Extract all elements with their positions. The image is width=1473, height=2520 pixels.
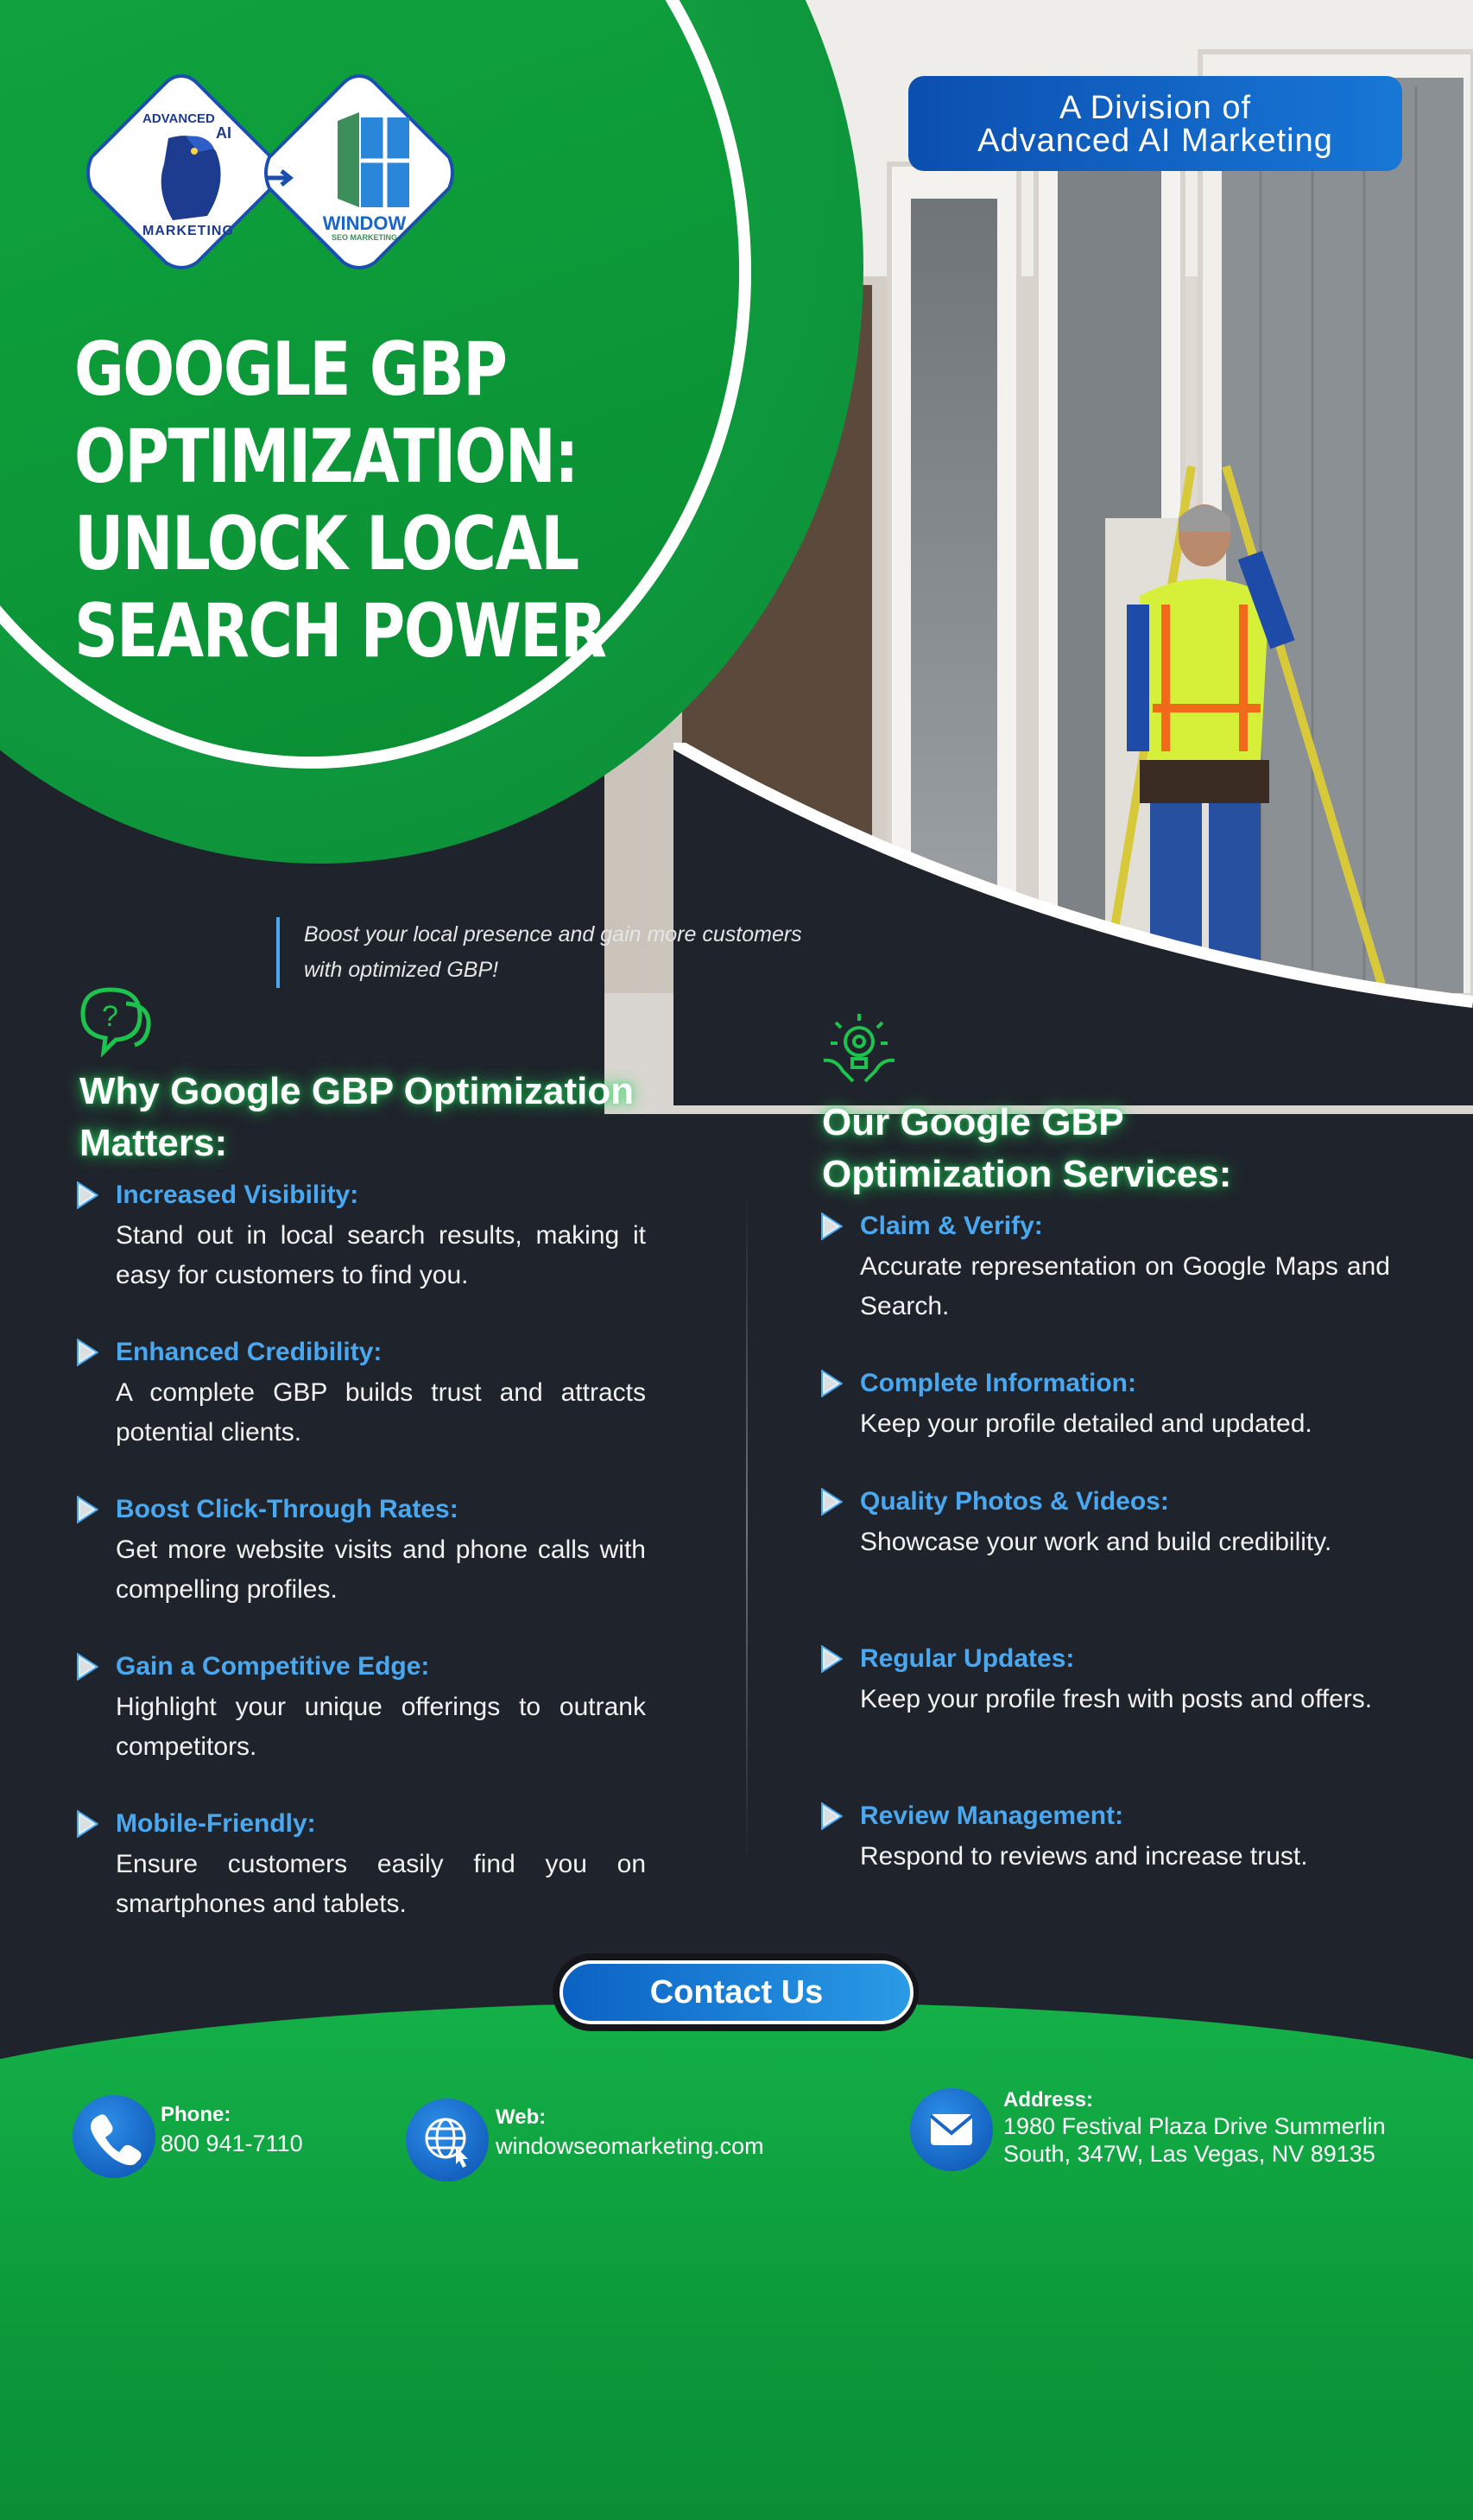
bullet-arrow-icon <box>76 1181 98 1209</box>
logo-left-bottom-text: MARKETING <box>142 224 234 238</box>
division-badge <box>908 76 1402 171</box>
page-title <box>74 326 612 675</box>
service-title: Regular Updates: <box>860 1644 1075 1673</box>
benefit-title: Enhanced Credibility: <box>116 1338 382 1366</box>
title-line-3: UNLOCK LOCAL <box>74 501 578 587</box>
service-desc: Respond to reviews and increase trust. <box>860 1842 1308 1871</box>
logo-right-sub: SEO MARKETING <box>331 233 397 242</box>
bullet-arrow-icon <box>820 1645 843 1673</box>
column-divider <box>746 1192 748 1865</box>
benefit-desc: Get more website visits and phone calls with compelling profiles. <box>116 1535 646 1604</box>
tagline: Boost your local presence and gain more customers with optimized GBP! <box>276 917 822 988</box>
phone-label: Phone: <box>161 2103 231 2126</box>
benefit-desc: Ensure customers easily find you on smartphones and tablets. <box>116 1850 646 1918</box>
service-desc: Showcase your work and build credibility. <box>860 1528 1332 1556</box>
service-title: Claim & Verify: <box>860 1212 1043 1240</box>
logo-arrow-icon <box>264 161 299 195</box>
service-title: Review Management: <box>860 1801 1124 1830</box>
phone-icon[interactable] <box>73 2095 155 2178</box>
service-title: Quality Photos & Videos: <box>860 1487 1169 1516</box>
bullet-arrow-icon <box>76 1653 98 1681</box>
bullet-arrow-icon <box>76 1339 98 1366</box>
title-line-2: OPTIMIZATION: <box>74 414 578 500</box>
division-line-1: A Division of <box>1059 90 1252 126</box>
right-column-title: Our Google GBP Optimization Services: <box>822 1101 1232 1195</box>
service-desc: Accurate representation on Google Maps and Search. <box>860 1252 1390 1320</box>
phone-value[interactable]: 800 941-7110 <box>161 2131 303 2156</box>
question-chat-icon <box>76 985 154 1057</box>
web-value[interactable]: windowseomarketing.com <box>496 2133 764 2159</box>
service-title: Complete Information: <box>860 1369 1136 1397</box>
web-label: Web: <box>496 2105 547 2129</box>
mail-icon[interactable] <box>910 2088 993 2171</box>
benefit-desc: Highlight your unique offerings to outrank competitors. <box>116 1693 646 1761</box>
benefit-desc: A complete GBP builds trust and attracts potential clients. <box>116 1378 646 1447</box>
benefit-desc: Stand out in local search results, making it easy for customers to find you. <box>116 1221 646 1289</box>
logo-left-top-text: ADVANCED <box>142 111 215 126</box>
benefit-title: Increased Visibility: <box>116 1181 359 1209</box>
left-column-title: Why Google GBP Optimization Matters: <box>79 1070 635 1164</box>
benefit-title: Boost Click-Through Rates: <box>116 1495 458 1523</box>
bullet-arrow-icon <box>820 1213 843 1240</box>
title-line-4: SEARCH POWER <box>74 588 606 674</box>
footer-band <box>0 2002 1473 2520</box>
contact-us-button[interactable]: Contact Us <box>559 1960 914 2024</box>
svg-text:?: ? <box>102 1000 118 1033</box>
logo-right-name: WINDOW <box>322 212 407 234</box>
logo-left-ai-text: AI <box>216 124 231 142</box>
address-line-1: 1980 Festival Plaza Drive Summerlin <box>1003 2113 1386 2139</box>
benefit-title: Gain a Competitive Edge: <box>116 1652 430 1681</box>
service-desc: Keep your profile fresh with posts and offers. <box>860 1685 1373 1713</box>
address-label: Address: <box>1003 2088 1094 2112</box>
service-desc: Keep your profile detailed and updated. <box>860 1409 1312 1438</box>
gear-bulb-hands-icon <box>819 1009 900 1090</box>
bullet-arrow-icon <box>820 1370 843 1397</box>
bullet-arrow-icon <box>820 1802 843 1830</box>
globe-icon[interactable] <box>406 2099 489 2181</box>
bullet-arrow-icon <box>76 1810 98 1838</box>
title-line-1: GOOGLE GBP <box>74 326 507 413</box>
advanced-ai-marketing-logo <box>78 69 285 276</box>
benefit-title: Mobile-Friendly: <box>116 1809 316 1838</box>
bullet-arrow-icon <box>820 1488 843 1516</box>
division-line-2: Advanced AI Marketing <box>977 123 1333 159</box>
bullet-arrow-icon <box>76 1496 98 1523</box>
address-line-2: South, 347W, Las Vegas, NV 89135 <box>1003 2141 1375 2167</box>
